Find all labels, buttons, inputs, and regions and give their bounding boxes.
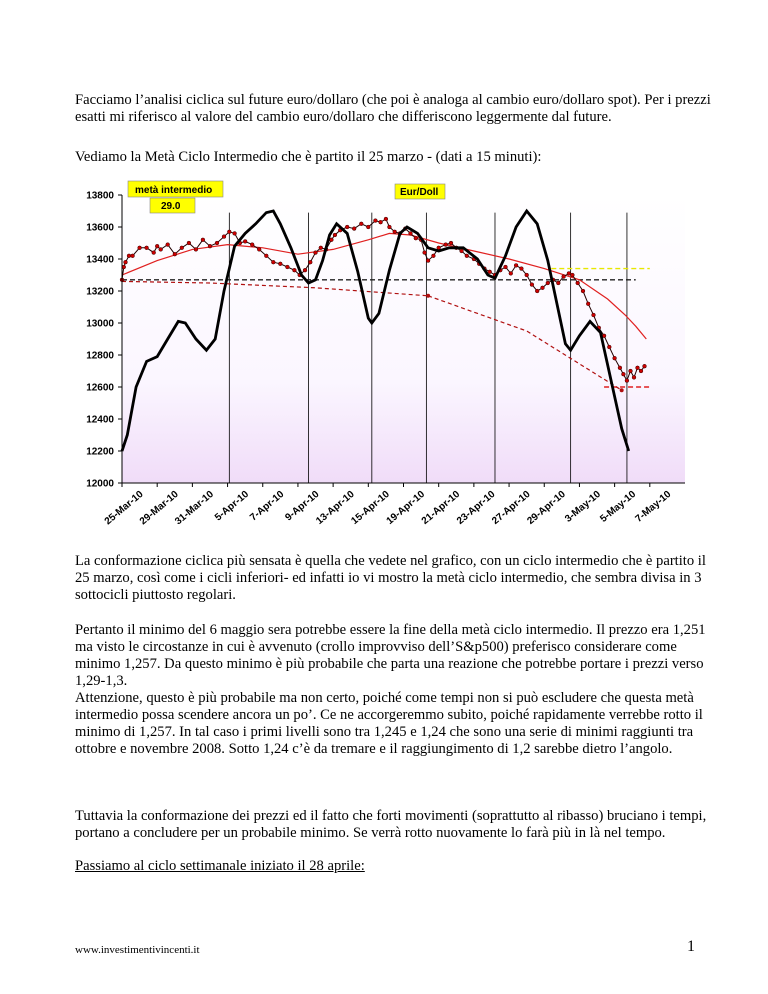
- y-tick-label: 12600: [86, 382, 114, 394]
- x-tick-label: 7-Apr-10: [248, 488, 287, 524]
- price-point: [180, 246, 184, 250]
- price-point: [636, 366, 640, 370]
- price-point: [303, 268, 307, 272]
- x-tick-label: 5-Apr-10: [212, 488, 252, 524]
- weekly-cycle-heading: Passiamo al ciclo settimanale iniziato il 28 aprile:: [75, 858, 365, 874]
- analysis-paragraph-1: La conformazione ciclica più sensata è quella che vedete nel grafico, con un ciclo intermedio che è partito il 25 marzo, così come i cicli inferiori- ed infatti io vi mostro la metà ciclo intermedio, che sembra divisa in 3 sottocicli piuttosto regolari.: [75, 553, 706, 603]
- price-point: [293, 268, 297, 272]
- x-tick-label: 7-May-10: [633, 488, 674, 525]
- price-point: [152, 251, 156, 255]
- price-point: [613, 356, 617, 360]
- price-point: [352, 227, 356, 231]
- x-tick-label: 31-Mar-10: [173, 488, 216, 528]
- intro-paragraph: Facciamo l’analisi ciclica sul future euro/dollaro (che poi è analoga al cambio euro/dollaro spot). Per i prezzi esatti mi riferisco al valore del cambio euro/dollaro che differiscono leggermente dal future.: [75, 92, 711, 125]
- analysis-paragraph-2a: Pertanto il minimo del 6 maggio sera potrebbe essere la fine della metà ciclo intermedio. Il prezzo era 1,251 ma visto le circostanze in cui è avvenuto (crollo improvviso dell’S&p500) preferisco considerare come minimo 1,257. Da questo minimo è più probabile che parta una reazione che potrebbe portare i prezzi verso 1,29-1,3.: [75, 622, 706, 689]
- y-tick-label: 12200: [86, 446, 114, 458]
- price-point: [345, 225, 349, 229]
- price-point: [201, 238, 205, 242]
- price-point: [629, 369, 633, 373]
- analysis-paragraph-2: [75, 622, 715, 758]
- price-point: [423, 251, 427, 255]
- eur-usd-cycle-chart: [70, 178, 690, 528]
- x-tick-label: 3-May-10: [563, 488, 603, 525]
- label-eur-doll: Eur/Doll: [400, 187, 439, 198]
- price-point: [643, 364, 647, 368]
- price-point: [208, 244, 212, 248]
- price-point: [319, 246, 323, 250]
- label-metà-intermedio: metà intermedio: [135, 185, 213, 196]
- price-point: [155, 244, 159, 248]
- price-point: [530, 283, 534, 287]
- y-tick-label: 13200: [86, 286, 114, 298]
- price-point: [556, 281, 560, 285]
- price-point: [388, 225, 392, 229]
- price-point: [308, 260, 312, 264]
- price-point: [173, 252, 177, 256]
- price-point: [426, 259, 430, 263]
- price-point: [639, 369, 643, 373]
- x-tick-label: 29-Apr-10: [525, 488, 568, 527]
- price-point: [622, 372, 626, 376]
- price-point: [592, 313, 596, 317]
- x-tick-label: 5-May-10: [598, 488, 639, 525]
- y-tick-label: 13800: [86, 190, 114, 202]
- price-point: [127, 254, 131, 258]
- y-tick-label: 13600: [86, 222, 114, 234]
- price-point: [414, 236, 418, 240]
- y-tick-label: 12800: [86, 350, 114, 362]
- footer-website: www.investimentivincenti.it: [75, 944, 200, 956]
- price-point: [535, 289, 539, 293]
- trend-arrow-head: [620, 388, 624, 392]
- price-point: [488, 270, 492, 274]
- price-point: [250, 243, 254, 247]
- price-point: [227, 230, 231, 234]
- price-point: [233, 232, 237, 236]
- price-point: [187, 241, 191, 245]
- price-point: [449, 241, 453, 245]
- price-point: [409, 232, 413, 236]
- y-tick-label: 12000: [86, 478, 114, 490]
- price-point: [379, 220, 383, 224]
- chart-intro-paragraph: Vediamo la Metà Ciclo Intermedio che è partito il 25 marzo - (dati a 15 minuti):: [75, 149, 542, 165]
- price-point: [504, 265, 508, 269]
- price-point: [520, 267, 524, 271]
- y-tick-label: 13000: [86, 318, 114, 330]
- price-point: [525, 273, 529, 277]
- x-tick-label: 15-Apr-10: [349, 488, 392, 527]
- price-point: [432, 254, 436, 258]
- price-point: [138, 246, 142, 250]
- price-point: [607, 345, 611, 349]
- price-point: [222, 235, 226, 239]
- price-point: [271, 260, 275, 264]
- price-point: [264, 254, 268, 258]
- price-point: [444, 243, 448, 247]
- price-point: [632, 376, 636, 380]
- price-point: [460, 249, 464, 253]
- price-point: [359, 222, 363, 226]
- analysis-paragraph-3: Tuttavia la conformazione dei prezzi ed il fatto che forti movimenti (soprattutto al ribasso) bruciano i tempi, portano a concludere per un probabile minimo. Se verrà rotto nuovamente lo farà più in là nel tempo.: [75, 808, 707, 841]
- price-point: [586, 302, 590, 306]
- x-tick-label: 13-Apr-10: [314, 488, 357, 527]
- price-point: [576, 281, 580, 285]
- price-point: [124, 260, 128, 264]
- analysis-paragraph-2b: Attenzione, questo è più probabile ma non certo, poiché come tempi non si può escludere che questa metà intermedio possa scendere ancora un po’. Ce ne accorgeremmo subito, poiché rapidamente verrebbe rotto il minimo di 1,257. In tal caso i primi livelli sono tra 1,245 e 1,24 che sono una serie di minimi raggiunti tra ottobre e novembre 2008. Sotto 1,24 c’è da tremare e il raggiungimento di 1,2 sarebbe dietro l’angolo.: [75, 690, 703, 757]
- price-point: [625, 379, 629, 383]
- price-point: [374, 219, 378, 223]
- price-point: [366, 225, 370, 229]
- price-point: [562, 275, 566, 279]
- x-tick-label: 27-Apr-10: [490, 488, 533, 527]
- x-tick-label: 9-Apr-10: [283, 488, 322, 524]
- price-point: [509, 272, 513, 276]
- price-point: [333, 233, 337, 237]
- price-point: [243, 240, 247, 244]
- y-tick-label: 12400: [86, 414, 114, 426]
- price-point: [384, 217, 388, 221]
- x-tick-label: 29-Mar-10: [137, 488, 181, 528]
- price-point: [166, 243, 170, 247]
- price-point: [546, 281, 550, 285]
- price-point: [571, 273, 575, 277]
- price-point: [581, 289, 585, 293]
- label-value: 29.0: [161, 201, 181, 212]
- price-point: [131, 254, 135, 258]
- price-point: [314, 251, 318, 255]
- price-point: [618, 366, 622, 370]
- x-tick-label: 21-Apr-10: [419, 488, 463, 527]
- x-tick-label: 23-Apr-10: [454, 488, 498, 527]
- price-point: [215, 241, 219, 245]
- x-tick-label: 19-Apr-10: [384, 488, 428, 527]
- page-number: 1: [687, 938, 695, 955]
- price-point: [393, 230, 397, 234]
- price-point: [286, 265, 290, 269]
- price-point: [465, 254, 469, 258]
- price-point: [514, 264, 518, 268]
- price-point: [278, 262, 282, 266]
- price-point: [541, 286, 545, 290]
- price-point: [567, 272, 571, 276]
- price-point: [145, 246, 149, 250]
- y-tick-label: 13400: [86, 254, 114, 266]
- x-tick-label: 25-Mar-10: [102, 488, 146, 528]
- price-point: [194, 248, 198, 252]
- price-point: [257, 248, 261, 252]
- price-point: [159, 248, 163, 252]
- price-point: [437, 246, 441, 250]
